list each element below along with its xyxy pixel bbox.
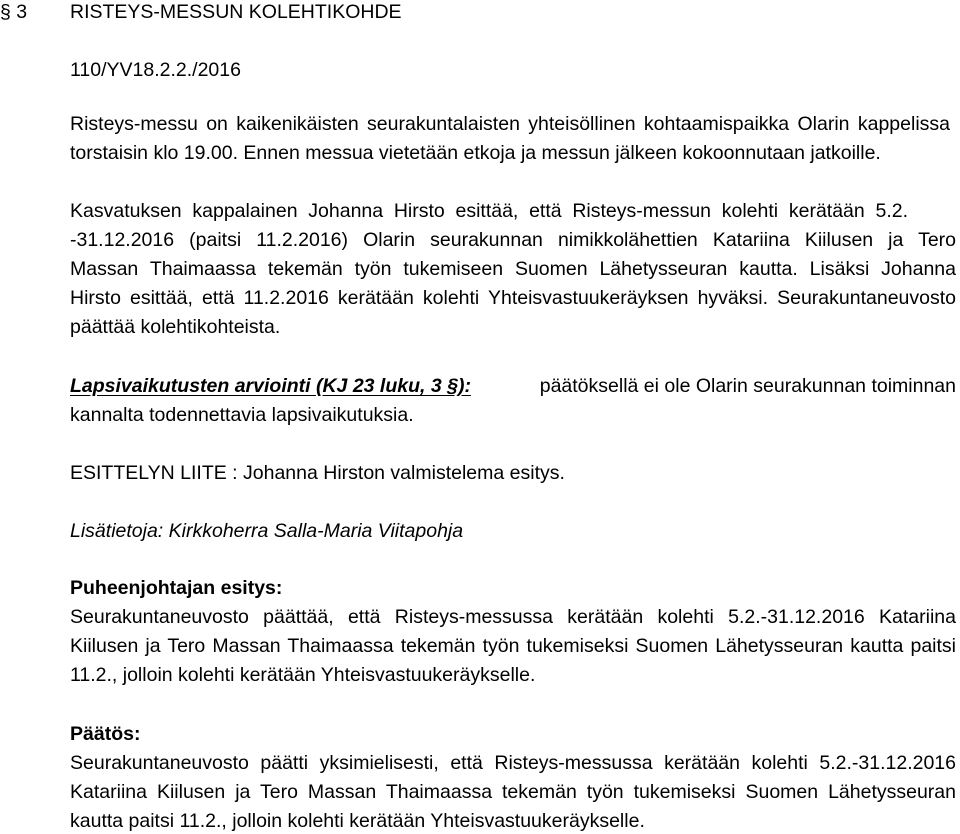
intro-line: Risteys-messu on kaikenikäisten seurakuntalaisten yhteisöllinen kohtaamispaikka Olarin kappelissa <box>70 113 950 135</box>
decision-line: kautta paitsi 11.2., jolloin kolehti kerätään Yhteisvastuukeräykselle. <box>70 810 645 832</box>
attachment-note: ESITTELYN LIITE : Johanna Hirston valmistelema esitys. <box>70 462 565 484</box>
reference-number: 110/YV18.2.2./2016 <box>70 59 241 81</box>
more-info: Lisätietoja: Kirkkoherra Salla-Maria Viitapohja <box>70 520 464 542</box>
decision-heading: Päätös: <box>70 723 141 745</box>
body-line: Massan Thaimaassa tekemän työn tukemiseen Suomen Lähetysseuran kautta. Lisäksi Johanna <box>70 258 956 280</box>
proposal-line: Seurakuntaneuvosto päättää, että Risteys-messussa kerätään kolehti 5.2.-31.12.2016 Katariina <box>70 606 956 628</box>
child-impact-text-continued: kannalta todennettavia lapsivaikutuksia. <box>70 404 414 426</box>
body-line: -31.12.2016 (paitsi 11.2.2016) Olarin seurakunnan nimikkolähettien Katariina Kiilusen ja Tero <box>70 229 956 251</box>
intro-line: torstaisin klo 19.00. Ennen messua vietetään etkoja ja messun jälkeen kokoonnutaan jatkoille. <box>70 142 881 164</box>
body-line: Kasvatuksen kappalainen Johanna Hirsto esittää, että Risteys-messun kolehti kerätään 5.2. <box>70 200 908 222</box>
body-line: päättää kolehtikohteista. <box>70 316 281 338</box>
proposal-line: Kiilusen ja Tero Massan Thaimaassa tekemän työn tukemiseksi Suomen Lähetysseuran kautta paitsi <box>70 635 956 657</box>
section-header <box>0 0 960 28</box>
child-impact-label: Lapsivaikutusten arviointi (KJ 23 luku, 3 §): <box>70 375 471 397</box>
child-impact-line <box>70 374 956 398</box>
proposal-heading: Puheenjohtajan esitys: <box>70 577 283 599</box>
decision-line: Katariina Kiilusen ja Tero Massan Thaimaassa tekemän työn tukemiseksi Suomen Lähetysseuran <box>70 781 956 803</box>
body-line: Hirsto esittää, että 11.2.2016 kerätään kolehti Yhteisvastuukeräyksen hyväksi. Seurakuntaneuvosto <box>70 287 956 309</box>
decision-line: Seurakuntaneuvosto päätti yksimielisesti, että Risteys-messussa kerätään kolehti 5.2.-31.12.2016 <box>70 752 956 774</box>
child-impact-text: päätöksellä ei ole Olarin seurakunnan toiminnan <box>539 375 956 397</box>
section-number: § 3 <box>0 1 28 23</box>
section-title: RISTEYS-MESSUN KOLEHTIKOHDE <box>70 1 402 23</box>
proposal-line: 11.2., jolloin kolehti kerätään Yhteisvastuukeräykselle. <box>70 664 536 686</box>
